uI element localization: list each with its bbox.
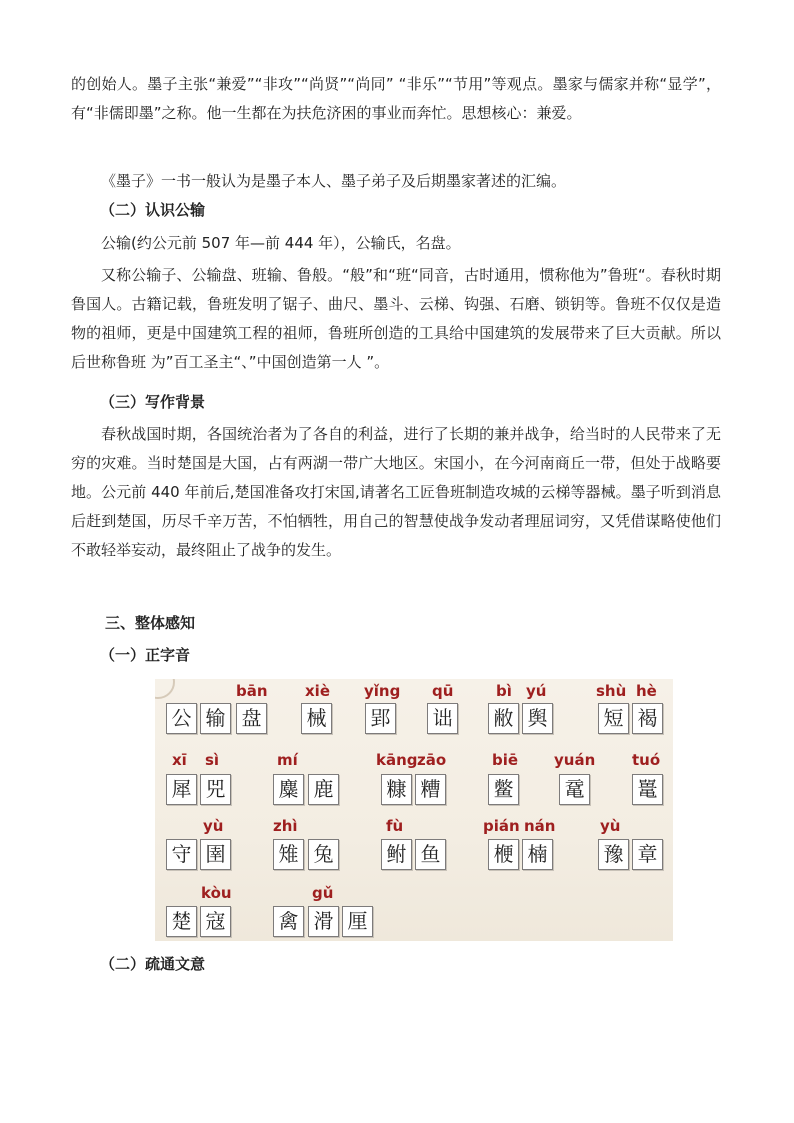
heading-pronunciation: （一）正字音 bbox=[100, 646, 191, 664]
pinyin: yú bbox=[526, 682, 547, 700]
pinyin: yù bbox=[600, 817, 621, 835]
char-box: 寇 bbox=[200, 906, 231, 937]
mozi-book-paragraph: 《墨子》一书一般认为是墨子本人、墨子弟子及后期墨家著述的汇编。 bbox=[101, 172, 567, 190]
char-box: 褐 bbox=[632, 703, 663, 734]
pinyin: yù bbox=[203, 817, 224, 835]
char-box: 滑 bbox=[308, 906, 339, 937]
background-paragraph: 春秋战国时期，各国统治者为了各自的利益，进行了长期的兼并战争，给当时的人民带来了无穷的灾难。当时楚国是大国，占有两湖一带广大地区。宋国小，在今河南商丘一带，但处于战略要地。公元前 440 年前后,楚国准备攻打宋国,请著名工匠鲁班制造攻城的云梯等器械。墨子听到消息后赶到楚国，历尽千辛万苦，不怕牺牲，用自己的智慧使战争发动者理屈词穷，又凭借谋略使他们不敢轻举妄动，最终阻止了战争的发生。 bbox=[71, 425, 721, 559]
pinyin: shù bbox=[596, 682, 627, 700]
char-box: 鳖 bbox=[488, 774, 519, 805]
char-box: 楚 bbox=[166, 906, 197, 937]
char-box: 麋 bbox=[273, 774, 304, 805]
pinyin: bān bbox=[236, 682, 268, 700]
pinyin: zhì bbox=[273, 817, 298, 835]
pinyin: biē bbox=[492, 751, 519, 769]
char-box: 犀 bbox=[166, 774, 197, 805]
pinyin: tuó bbox=[632, 751, 661, 769]
char-box: 兔 bbox=[308, 839, 339, 870]
pinyin: gǔ bbox=[312, 884, 334, 902]
heading-overall-perception: 三、整体感知 bbox=[105, 614, 196, 632]
pinyin: yuán bbox=[554, 751, 596, 769]
pinyin: fù bbox=[386, 817, 404, 835]
pinyin: xiè bbox=[305, 682, 330, 700]
char-box: 敝 bbox=[488, 703, 519, 734]
char-box: 械 bbox=[301, 703, 332, 734]
char-box: 鼍 bbox=[632, 774, 663, 805]
char-box: 鱼 bbox=[415, 839, 446, 870]
char-box: 盘 bbox=[236, 703, 267, 734]
panel-corner-ornament bbox=[155, 679, 175, 699]
gongshu-dates-paragraph: 公输(约公元前 507 年—前 444 年），公输氏，名盘。 bbox=[101, 234, 461, 252]
char-box: 禽 bbox=[273, 906, 304, 937]
heading-gongshu: （二）认识公输 bbox=[100, 201, 206, 219]
pinyin: hè bbox=[636, 682, 657, 700]
char-box: 糟 bbox=[415, 774, 446, 805]
pinyin: bì bbox=[496, 682, 512, 700]
char-box: 糠 bbox=[381, 774, 412, 805]
char-box: 鼋 bbox=[559, 774, 590, 805]
pinyin: mí bbox=[277, 751, 298, 769]
char-box: 守 bbox=[166, 839, 197, 870]
pinyin: zāo bbox=[417, 751, 447, 769]
char-box: 楩 bbox=[488, 839, 519, 870]
pinyin: yǐng bbox=[364, 682, 401, 700]
pinyin: kāng bbox=[376, 751, 418, 769]
char-box: 章 bbox=[632, 839, 663, 870]
char-box: 兕 bbox=[200, 774, 231, 805]
char-box: 鹿 bbox=[308, 774, 339, 805]
char-box: 豫 bbox=[598, 839, 629, 870]
char-box: 诎 bbox=[427, 703, 458, 734]
heading-meaning: （二）疏通文意 bbox=[100, 955, 206, 973]
char-box: 郢 bbox=[365, 703, 396, 734]
pinyin: pián bbox=[483, 817, 520, 835]
pinyin: sì bbox=[205, 751, 220, 769]
char-box: 厘 bbox=[342, 906, 373, 937]
pronunciation-panel bbox=[155, 679, 673, 941]
pinyin: qū bbox=[432, 682, 454, 700]
pinyin: kòu bbox=[201, 884, 232, 902]
char-box: 舆 bbox=[522, 703, 553, 734]
char-box: 雉 bbox=[273, 839, 304, 870]
pinyin: xī bbox=[172, 751, 187, 769]
intro-paragraph: 的创始人。墨子主张“兼爱”“非攻”“尚贤”“尚同” “非乐”“节用”等观点。墨家与儒家并称“显学”，有“非儒即墨”之称。他一生都在为扶危济困的事业而奔忙。思想核心：兼爱。 bbox=[71, 75, 721, 122]
char-box: 输 bbox=[200, 703, 231, 734]
char-box: 圉 bbox=[200, 839, 231, 870]
char-box: 楠 bbox=[522, 839, 553, 870]
luban-paragraph: 又称公输子、公输盘、班输、鲁般。“般”和“班“同音，古时通用，惯称他为”鲁班“。春秋时期鲁国人。古籍记载，鲁班发明了锯子、曲尺、墨斗、云梯、钩强、石磨、锁钥等。鲁班不仅仅是造物的祖师，更是中国建筑工程的祖师，鲁班所创造的工具给中国建筑的发展带来了巨大贡献。所以后世称鲁班 为”百工圣主“、”中国创造第一人 ”。 bbox=[71, 266, 721, 371]
char-box: 鲋 bbox=[381, 839, 412, 870]
heading-background: （三）写作背景 bbox=[100, 393, 206, 411]
char-box: 公 bbox=[166, 703, 197, 734]
char-box: 短 bbox=[598, 703, 629, 734]
pinyin: nán bbox=[524, 817, 556, 835]
